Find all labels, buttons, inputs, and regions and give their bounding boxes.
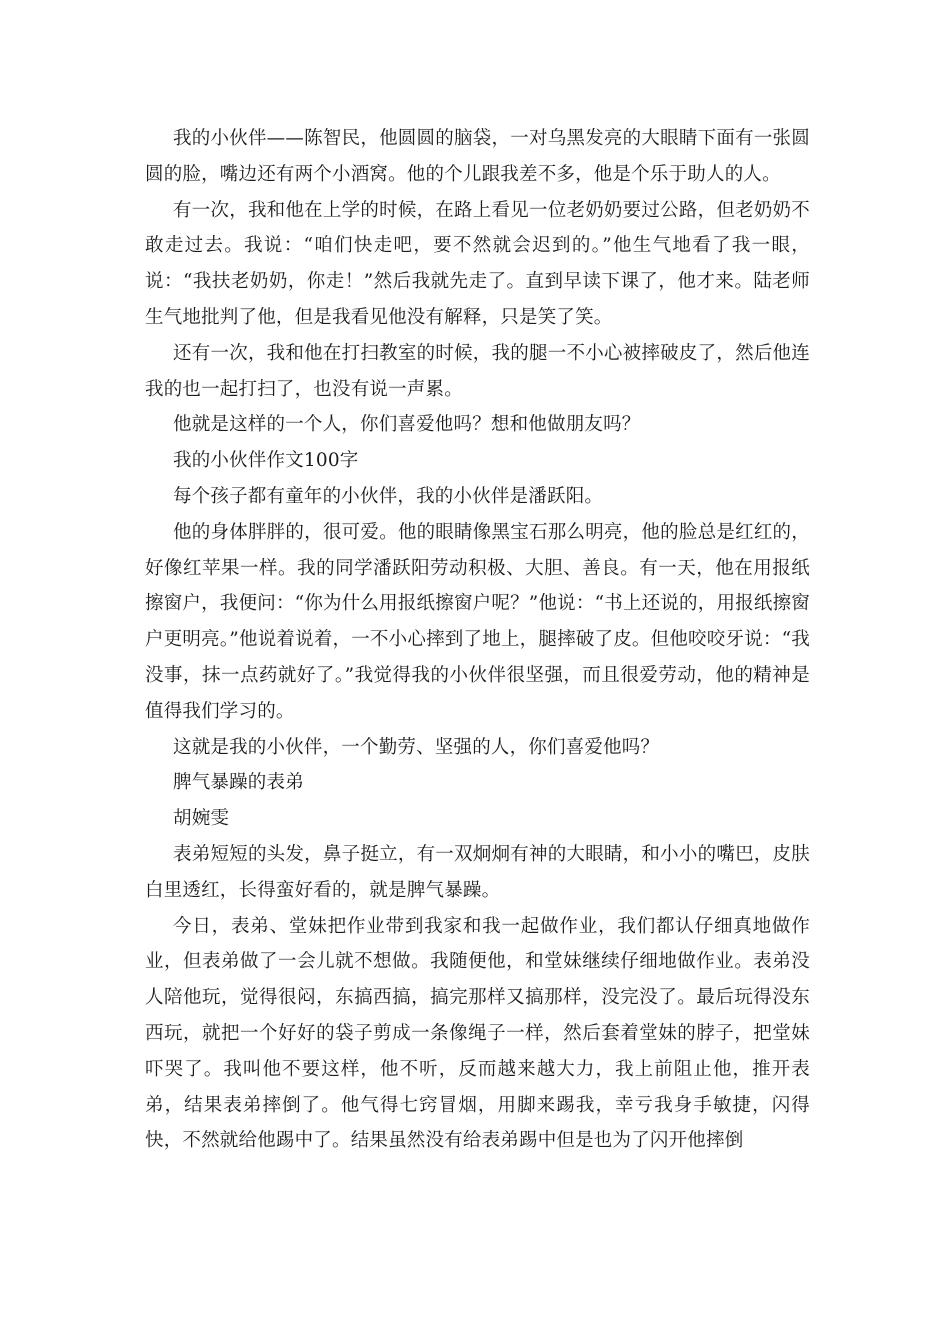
paragraph: 他的身体胖胖的，很可爱。他的眼睛像黑宝石那么明亮，他的脸总是红红的，好像红苹果一样。我的同学潘跃阳劳动积极、大胆、善良。有一天，他在用报纸擦窗户，我便问：“你为什么用报纸擦窗户呢？”他说：“书上还说的，用报纸擦窗户更明亮。”他说着说着，一不小心摔到了地上，腿摔破了皮。但他咬咬牙说：“我没事，抹一点药就好了。”我觉得我的小伙伴很坚强，而且很爱劳动，他的精神是值得我们学习的。 — [145, 521, 810, 722]
essay-author: 胡婉雯 — [173, 808, 230, 830]
paragraph: 这就是我的小伙伴，一个勤劳、坚强的人，你们喜爱他吗？ — [173, 736, 660, 758]
paragraph: 有一次，我和他在上学的时候，在路上看见一位老奶奶要过公路，但老奶奶不敢走过去。我说：“咱们快走吧，要不然就会迟到的。”他生气地看了我一眼，说：“我扶老奶奶，你走！”然后我就先走了。直到早读下课了，他才来。陆老师生气地批判了他，但是我看见他没有解释，只是笑了笑。 — [145, 199, 810, 328]
paragraph: 还有一次，我和他在打扫教室的时候，我的腿一不小心被摔破皮了，然后他连我的也一起打扫了，也没有说一声累。 — [145, 342, 810, 400]
paragraph: 表弟短短的头发，鼻子挺立，有一双炯炯有神的大眼睛，和小小的嘴巴，皮肤白里透红，长得蛮好看的，就是脾气暴躁。 — [145, 843, 810, 901]
paragraph: 每个孩子都有童年的小伙伴，我的小伙伴是潘跃阳。 — [173, 485, 604, 507]
essay-title: 脾气暴躁的表弟 — [173, 772, 304, 794]
paragraph: 今日，表弟、堂妹把作业带到我家和我一起做作业，我们都认仔细真地做作业，但表弟做了一会儿就不想做。我随便他，和堂妹继续仔细地做作业。表弟没人陪他玩，觉得很闷，东搞西搞，搞完那样又搞那样，没完没了。最后玩得没东西玩，就把一个好好的袋子剪成一条像绳子一样，然后套着堂妹的脖子，把堂妹吓哭了。我叫他不要这样，他不听，反而越来越大力，我上前阻止他，推开表弟，结果表弟摔倒了。他气得七窍冒烟，用脚来踢我，幸亏我身手敏捷，闪得快，不然就给他踢中了。结果虽然没有给表弟踢中但是也为了闪开他摔倒 — [145, 915, 810, 1152]
paragraph: 我的小伙伴——陈智民，他圆圆的脑袋，一对乌黑发亮的大眼睛下面有一张圆圆的脸，嘴边还有两个小酒窝。他的个儿跟我差不多，他是个乐于助人的人。 — [145, 128, 810, 185]
section-heading: 我的小伙伴作文100字 — [173, 450, 359, 472]
document-body — [145, 121, 810, 1159]
paragraph: 他就是这样的一个人，你们喜爱他吗？想和他做朋友吗？ — [173, 414, 641, 436]
